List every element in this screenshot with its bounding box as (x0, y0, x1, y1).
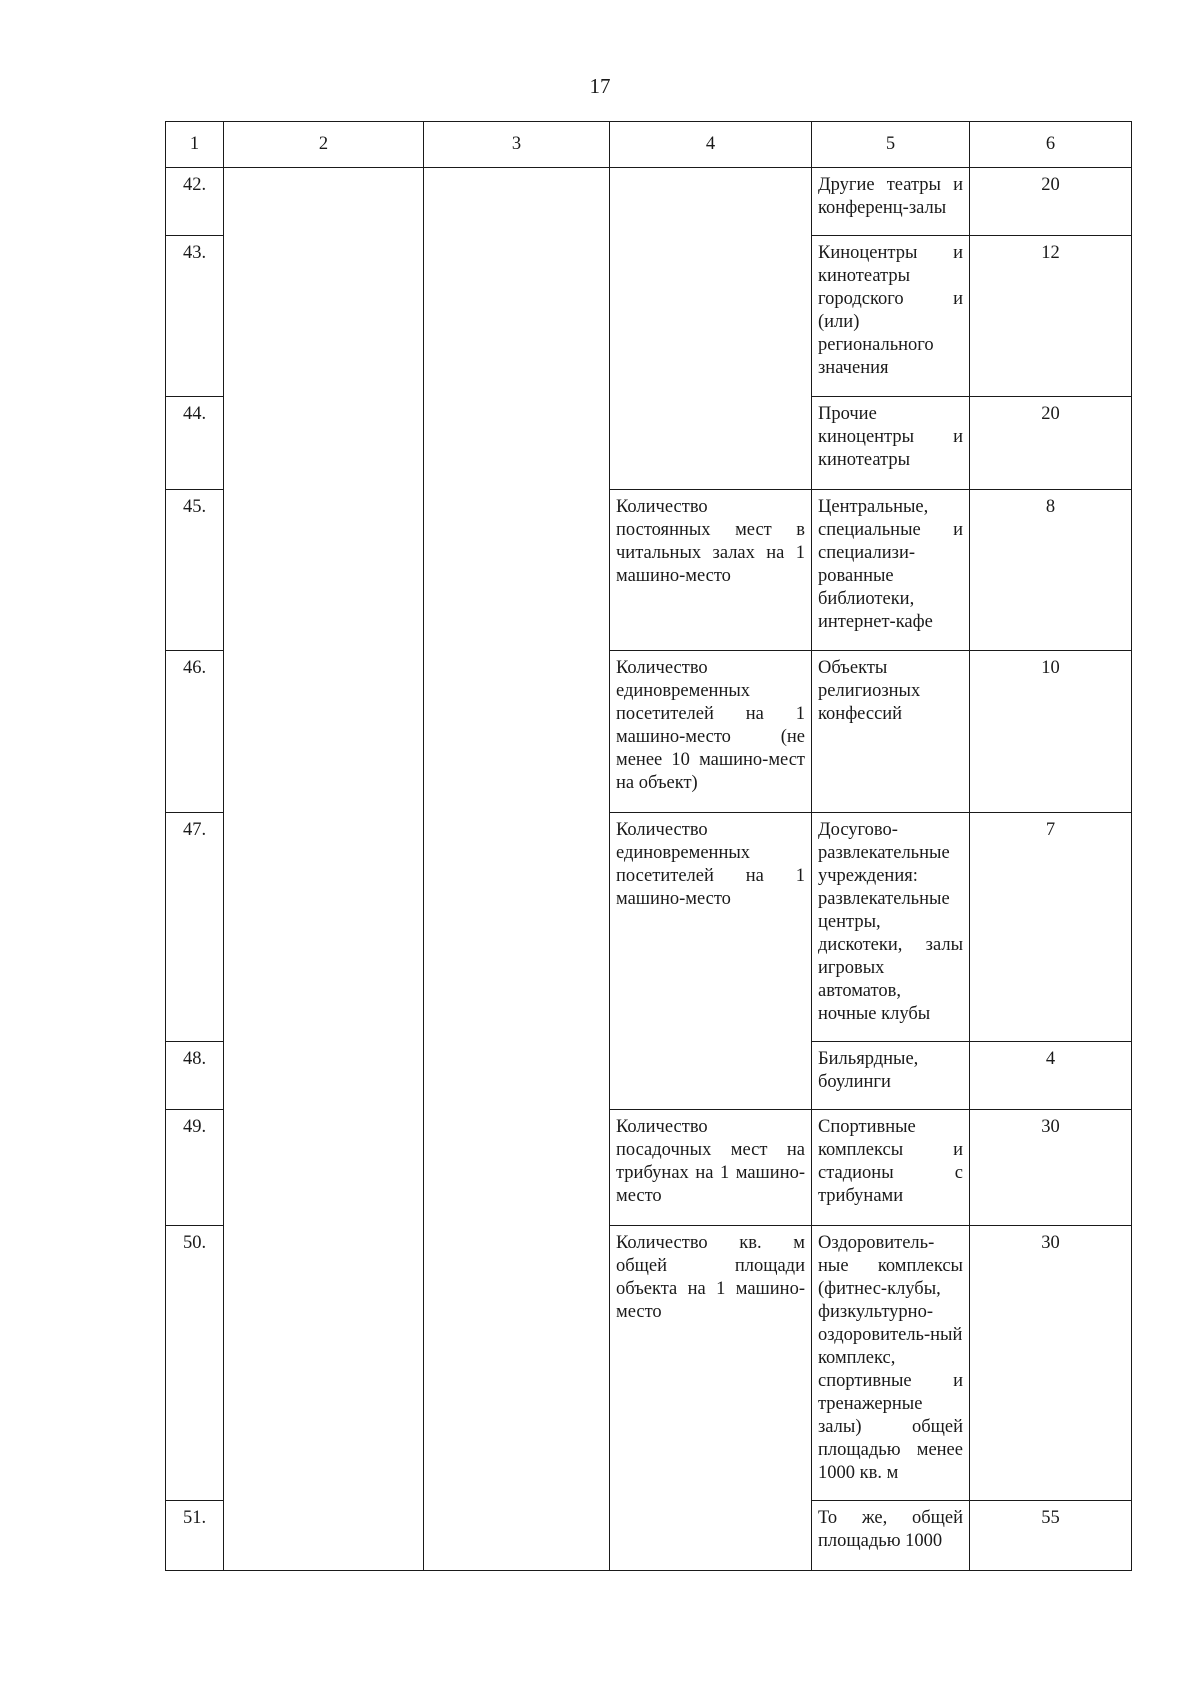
row-number: 44. (166, 397, 224, 490)
norm-value-cell: 30 (970, 1110, 1132, 1226)
norm-value-cell: 4 (970, 1042, 1132, 1110)
row-number: 51. (166, 1501, 224, 1571)
row-number: 46. (166, 651, 224, 813)
row-number: 48. (166, 1042, 224, 1110)
header-cell: 2 (224, 122, 424, 168)
table-row (166, 168, 1132, 236)
header-cell: 4 (610, 122, 812, 168)
norm-value-cell: 8 (970, 490, 1132, 651)
object-type-cell: Другие театры и конференц-залы (812, 168, 970, 236)
indicator-cell: Количество кв. м общей площади объекта на 1 машино-место (610, 1226, 812, 1571)
norm-value-cell: 10 (970, 651, 1132, 813)
header-cell: 1 (166, 122, 224, 168)
row-number: 42. (166, 168, 224, 236)
norm-value-cell: 55 (970, 1501, 1132, 1571)
column-3-cell (424, 168, 610, 1571)
object-type-cell: Центральные, специальные и специализи-рованные библиотеки, интернет-кафе (812, 490, 970, 651)
header-cell: 6 (970, 122, 1132, 168)
page-number: 17 (589, 74, 611, 98)
norm-value-cell: 20 (970, 397, 1132, 490)
header-row (166, 122, 1132, 168)
norms-table (165, 121, 1132, 1571)
indicator-cell: Количество единовременных посетителей на 1 машино-место (610, 813, 812, 1110)
header-cell: 5 (812, 122, 970, 168)
object-type-cell: Объекты религиозных конфессий (812, 651, 970, 813)
object-type-cell: Досугово-развлекательные учреждения: развлекательные центры, дискотеки, залы игровых автоматов, ночные клубы (812, 813, 970, 1042)
row-number: 45. (166, 490, 224, 651)
header-cell: 3 (424, 122, 610, 168)
indicator-cell: Количество единовременных посетителей на 1 машино-место (не менее 10 машино-мест на объект) (610, 651, 812, 813)
object-type-cell: Киноцентры и кинотеатры городского и (или) регионального значения (812, 236, 970, 397)
row-number: 50. (166, 1226, 224, 1501)
norm-value-cell: 20 (970, 168, 1132, 236)
indicator-cell (610, 168, 812, 490)
indicator-cell: Количество посадочных мест на трибунах на 1 машино-место (610, 1110, 812, 1226)
row-number: 49. (166, 1110, 224, 1226)
row-number: 47. (166, 813, 224, 1042)
indicator-cell: Количество постоянных мест в читальных залах на 1 машино-место (610, 490, 812, 651)
norm-value-cell: 30 (970, 1226, 1132, 1501)
object-type-cell: Бильярдные, боулинги (812, 1042, 970, 1110)
object-type-cell: Прочие киноцентры и кинотеатры (812, 397, 970, 490)
object-type-cell: Спортивные комплексы и стадионы с трибунами (812, 1110, 970, 1226)
object-type-cell: Оздоровитель-ные комплексы (фитнес-клубы, физкультурно-оздоровитель-ный комплекс, спортивные и тренажерные залы) общей площадью менее 1000 кв. м (812, 1226, 970, 1501)
column-2-cell (224, 168, 424, 1571)
row-number: 43. (166, 236, 224, 397)
norm-value-cell: 12 (970, 236, 1132, 397)
object-type-cell: То же, общей площадью 1000 (812, 1501, 970, 1571)
norm-value-cell: 7 (970, 813, 1132, 1042)
